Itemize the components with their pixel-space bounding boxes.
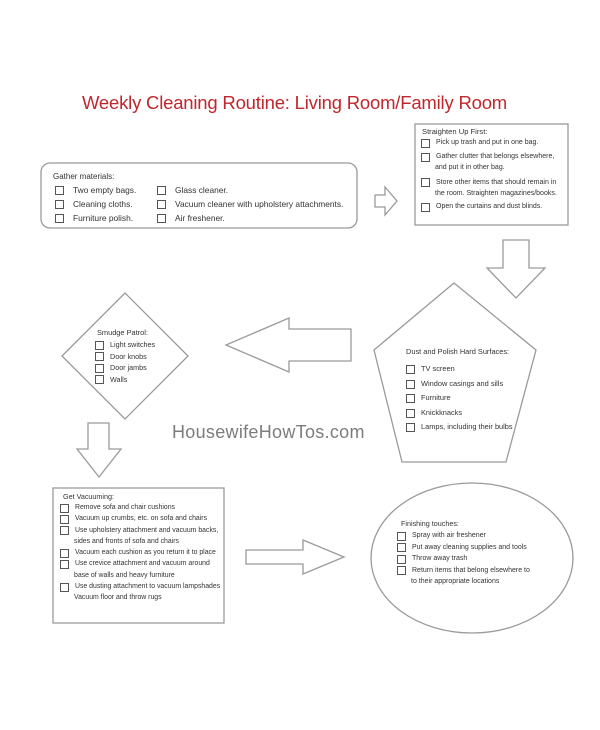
checklist-item-continued: sides and fronts of sofa and chairs [74,537,179,545]
checklist-item-continued: to their appropriate locations [411,578,500,586]
checkbox[interactable] [421,139,430,148]
checklist-item: Furniture polish. [55,211,155,225]
checklist-item: Vacuum cleaner with upholstery attachments. [157,197,352,211]
checklist-item: Door jambs [95,362,165,374]
checklist-item: Open the curtains and dust blinds. [421,201,566,212]
watermark: HousewifeHowTos.com [172,422,365,442]
arrow-down-left [77,423,121,477]
checkbox[interactable] [157,186,166,195]
checkbox[interactable] [406,394,415,403]
checklist-item: Vacuum up crumbs, etc. on sofa and chairs [60,513,222,524]
checklist-item: Cleaning cloths. [55,197,155,211]
checkbox[interactable] [157,200,166,209]
checklist-item: Air freshener. [157,211,352,225]
checklist-item-continued: the room. Straighten magazines/books. [435,189,557,197]
checkbox[interactable] [95,364,104,373]
checklist-item: TV screen [406,362,531,377]
checklist-item-continued: base of walls and heavy furniture [74,571,175,579]
checklist-item: Lamps, including their bulbs [406,420,531,435]
finishing-heading: Finishing touches: [401,519,459,528]
checkbox[interactable] [60,526,69,535]
checkbox[interactable] [421,178,430,187]
checkbox[interactable] [397,555,406,564]
arrow-left-large [226,318,351,372]
checklist-item: Door knobs [95,351,165,363]
checklist-item: Use crevice attachment and vacuum around [60,558,222,569]
checkbox[interactable] [406,409,415,418]
checkbox[interactable] [421,153,430,162]
checklist-item: Use dusting attachment to vacuum lampshades [60,581,222,592]
checklist-item: Two empty bags. [55,183,155,197]
arrow-right-bottom [246,540,344,574]
checkbox[interactable] [60,549,69,558]
gather-list-col2 [157,183,352,225]
checkbox[interactable] [397,532,406,541]
checkbox[interactable] [397,543,406,552]
checklist-item: Remove sofa and chair cushions [60,502,222,513]
arrow-right-small [375,187,397,215]
checkbox[interactable] [55,186,64,195]
checkbox[interactable] [60,515,69,524]
checklist-item: Store other items that should remain in [421,177,566,188]
checklist-item: Light switches [95,339,165,351]
checklist-item: Window casings and sills [406,377,531,392]
checkbox[interactable] [95,352,104,361]
straighten-heading: Straighten Up First: [422,127,488,136]
checkbox[interactable] [60,504,69,513]
checkbox[interactable] [95,341,104,350]
checkbox[interactable] [60,583,69,592]
arrow-down-top [487,240,545,298]
checkbox[interactable] [55,214,64,223]
checklist-item: Put away cleaning supplies and tools [397,542,547,554]
gather-heading: Gather materials: [53,172,115,181]
page-title: Weekly Cleaning Routine: Living Room/Family Room [82,92,507,113]
checklist-item: Spray with air freshener [397,530,547,542]
checklist-item: Return items that belong elsewhere to [397,565,547,577]
checklist-item: Throw away trash [397,553,547,565]
checklist-item: Vacuum each cushion as you return it to place [60,547,222,558]
checkbox[interactable] [406,365,415,374]
finishing-list [397,530,547,588]
checklist-item: Gather clutter that belongs elsewhere, [421,151,566,162]
checkbox[interactable] [406,380,415,389]
vacuum-list [60,502,222,604]
smudge-heading: Smudge Patrol: [97,328,148,337]
checklist-item: Knickknacks [406,406,531,421]
checkbox[interactable] [157,214,166,223]
smudge-list [95,339,165,385]
checklist-item: Furniture [406,391,531,406]
gather-list-col1 [55,183,155,225]
checklist-item-continued: and put it in other bag. [435,164,505,172]
checkbox[interactable] [55,200,64,209]
checkbox[interactable] [421,203,430,212]
checklist-item-no-box: Vacuum floor and throw rugs [74,594,162,602]
checklist-item: Pick up trash and put in one bag. [421,137,566,148]
vacuum-heading: Get Vacuuming: [63,492,115,501]
checkbox[interactable] [406,423,415,432]
checkbox[interactable] [60,560,69,569]
straighten-list [421,137,566,212]
dust-heading: Dust and Polish Hard Surfaces: [406,347,510,356]
dust-list [406,362,531,435]
checklist-item: Glass cleaner. [157,183,352,197]
checklist-item: Walls [95,374,165,386]
checkbox[interactable] [397,566,406,575]
checkbox[interactable] [95,375,104,384]
checklist-item: Use upholstery attachment and vacuum backs, [60,525,222,536]
